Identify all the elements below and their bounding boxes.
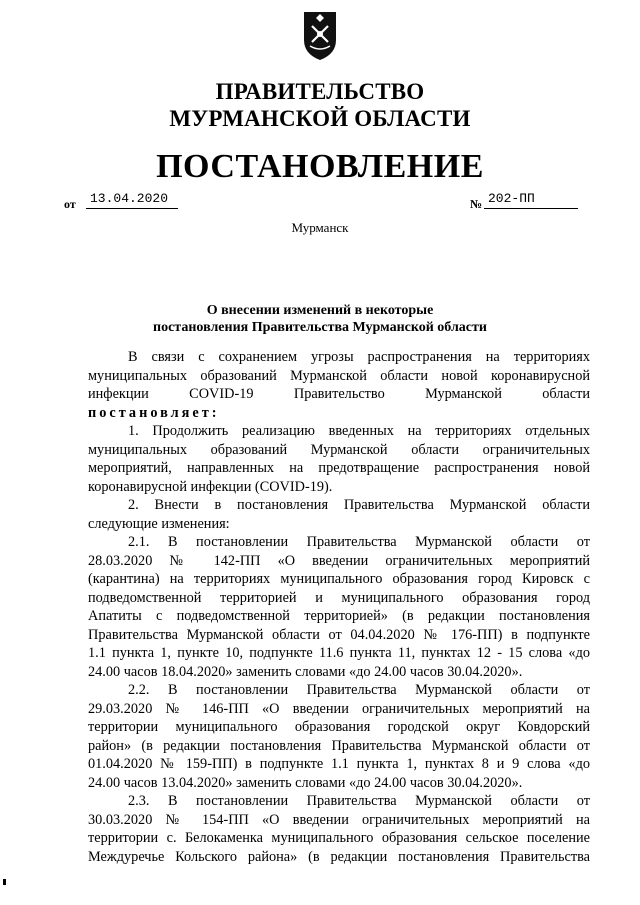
scan-edge-mark	[3, 879, 6, 885]
body-line: район» (в редакции постановления Правительства Мурманской области от	[88, 737, 590, 754]
body-line: Правительства Мурманской области от 04.04.2020 № 176-ПП) в подпункте	[88, 626, 590, 643]
body-line: 1. Продолжить реализацию введенных на территориях отдельных	[128, 423, 590, 439]
city-name: Мурманск	[291, 220, 349, 235]
body-line: 2.2. В постановлении Правительства Мурманской области от	[128, 682, 590, 698]
government-heading-line2: МУРМАНСКОЙ ОБЛАСТИ	[169, 106, 471, 131]
body-line: следующие изменения:	[88, 515, 230, 532]
body-line: Апатиты с подведомственной территорией» (в редакции постановления	[88, 608, 590, 624]
coat-of-arms-emblem	[300, 8, 340, 62]
body-line: мероприятий, направленных на предотвращение распространения новой	[88, 460, 590, 476]
subject-line1: О внесении изменений в некоторые	[206, 303, 434, 318]
subject-line2: постановления Правительства Мурманской области	[153, 320, 487, 335]
body-line: 29.03.2020 № 146-ПП «О введении ограничительных мероприятий на	[88, 700, 590, 717]
document-subject	[0, 302, 640, 336]
body-line: В связи с сохранением угрозы распространения на территориях	[128, 349, 590, 365]
body-line: 2.1. В постановлении Правительства Мурманской области от	[128, 534, 590, 550]
body-line: 1.1 пункта 1, пункте 10, подпункте 11.6 пункта 11, пунктах 12 - 15 слова «до	[88, 645, 590, 661]
body-line: подведомственной территорией и муниципального образования город	[88, 589, 590, 606]
body-line: муниципальных образований Мурманской области ограничительных	[88, 441, 590, 458]
body-line: Междуречье Кольского района» (в редакции постановления Правительства	[88, 848, 590, 865]
body-line: 30.03.2020 № 154-ПП «О введении ограничительных мероприятий на	[88, 811, 590, 828]
body-line: коронавирусной инфекции (COVID-19).	[88, 478, 333, 495]
body-line: 24.00 часов 13.04.2020» заменить словами «до 24.00 часов 30.04.2020».	[88, 774, 523, 791]
body-line: территории с. Белокаменка муниципального образования сельское поселение	[88, 830, 590, 846]
body-line: постановляет:	[88, 404, 220, 421]
document-type-title: ПОСТАНОВЛЕНИЕ	[156, 148, 484, 185]
body-line: 01.04.2020 № 159-ПП) в подпункте 1.1 пункта 1, пунктах 8 и 9 слова «до	[88, 756, 590, 772]
number-label: №	[470, 197, 483, 211]
body-line: (карантина) на территориях муниципального образования город Кировск с	[88, 571, 590, 587]
date-label: от	[64, 197, 76, 211]
body-line: инфекции COVID-19 Правительство Мурманской области	[88, 386, 590, 402]
government-heading	[0, 78, 640, 132]
body-line: 2.3. В постановлении Правительства Мурманской области от	[128, 793, 590, 809]
body-line: 24.00 часов 18.04.2020» заменить словами «до 24.00 часов 30.04.2020».	[88, 663, 523, 680]
body-line: 2. Внести в постановления Правительства Мурманской области	[128, 497, 590, 513]
document-number: 202-ПП	[484, 191, 578, 209]
body-line: муниципальных образований Мурманской области новой коронавирусной	[88, 367, 590, 384]
body-line: территории муниципального образования городской округ Ковдорский	[88, 719, 590, 735]
document-date: 13.04.2020	[86, 191, 178, 209]
government-heading-line1: ПРАВИТЕЛЬСТВО	[215, 79, 425, 104]
body-line: 28.03.2020 № 142-ПП «О введении ограничительных мероприятий	[88, 552, 590, 569]
